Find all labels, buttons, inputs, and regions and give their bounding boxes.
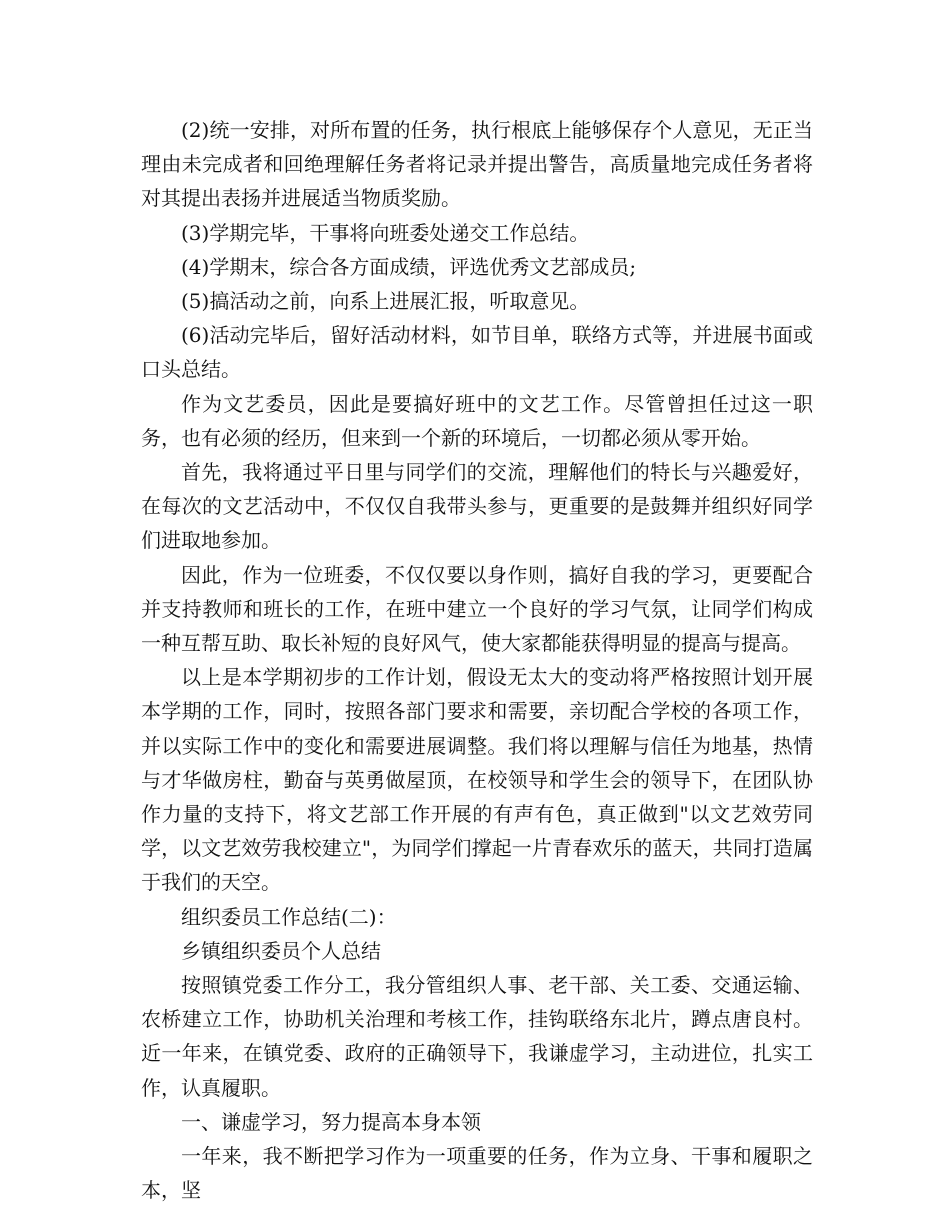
paragraph: 以上是本学期初步的工作计划，假设无太大的变动将严格按照计划开展本学期的工作，同时，按照各部门要求和需要，亲切配合学校的各项工作，并以实际工作中的变化和需要进展调整。我们将以理解与信任为地基，热情与才华做房柱，勤奋与英勇做屋顶，在校领导和学生会的领导下，在团队协作力量的支持下，将文艺部工作开展的有声有色，真正做到"以文艺效劳同学，以文艺效劳我校建立"，为同学们撑起一片青春欢乐的蓝天，共同打造属于我们的天空。 [141, 665, 813, 895]
section-subheading: 乡镇组织委员个人总结 [181, 938, 381, 963]
paragraph: (2)统一安排，对所布置的任务，执行根底上能够保存个人意见，无正当理由未完成者和回绝理解任务者将记录并提出警告，高质量地完成任务者将对其提出表扬并进展适当物质奖励。 [141, 118, 813, 211]
paragraph: 按照镇党委工作分工，我分管组织人事、老干部、关工委、交通运输、农桥建立工作，协助机关治理和考核工作，挂钩联络东北片，蹲点唐良村。近一年来，在镇党委、政府的正确领导下，我谦虚学习，主动进位，扎实工作，认真履职。 [141, 973, 813, 1100]
paragraph: (4)学期末，综合各方面成绩，评选优秀文艺部成员; [181, 254, 637, 279]
paragraph: (3)学期完毕，干事将向班委处递交工作总结。 [181, 220, 590, 245]
paragraph: (5)搞活动之前，向系上进展汇报，听取意见。 [181, 289, 590, 314]
paragraph: 作为文艺委员，因此是要搞好班中的文艺工作。尽管曾担任过这一职务，也有必须的经历，但来到一个新的环境后，一切都必须从零开始。 [141, 391, 813, 450]
paragraph: 一年来，我不断把学习作为一项重要的任务，作为立身、干事和履职之本，坚 [141, 1144, 813, 1203]
section-heading: 组织委员工作总结(二)： [181, 904, 397, 929]
paragraph: 因此，作为一位班委，不仅仅要以身作则，搞好自我的学习，更要配合并支持教师和班长的工作，在班中建立一个良好的学习气氛，让同学们构成一种互帮互助、取长补短的良好风气，使大家都能获得明显的提高与提高。 [141, 562, 813, 656]
paragraph: 首先，我将通过平日里与同学们的交流，理解他们的特长与兴趣爱好，在每次的文艺活动中，不仅仅自我带头参与，更重要的是鼓舞并组织好同学们进取地参加。 [141, 460, 813, 553]
document-body [141, 113, 813, 1208]
section-heading: 一、谦虚学习，努力提高本身本领 [181, 1109, 481, 1134]
paragraph: (6)活动完毕后，留好活动材料，如节目单，联络方式等，并进展书面或口头总结。 [141, 323, 813, 382]
